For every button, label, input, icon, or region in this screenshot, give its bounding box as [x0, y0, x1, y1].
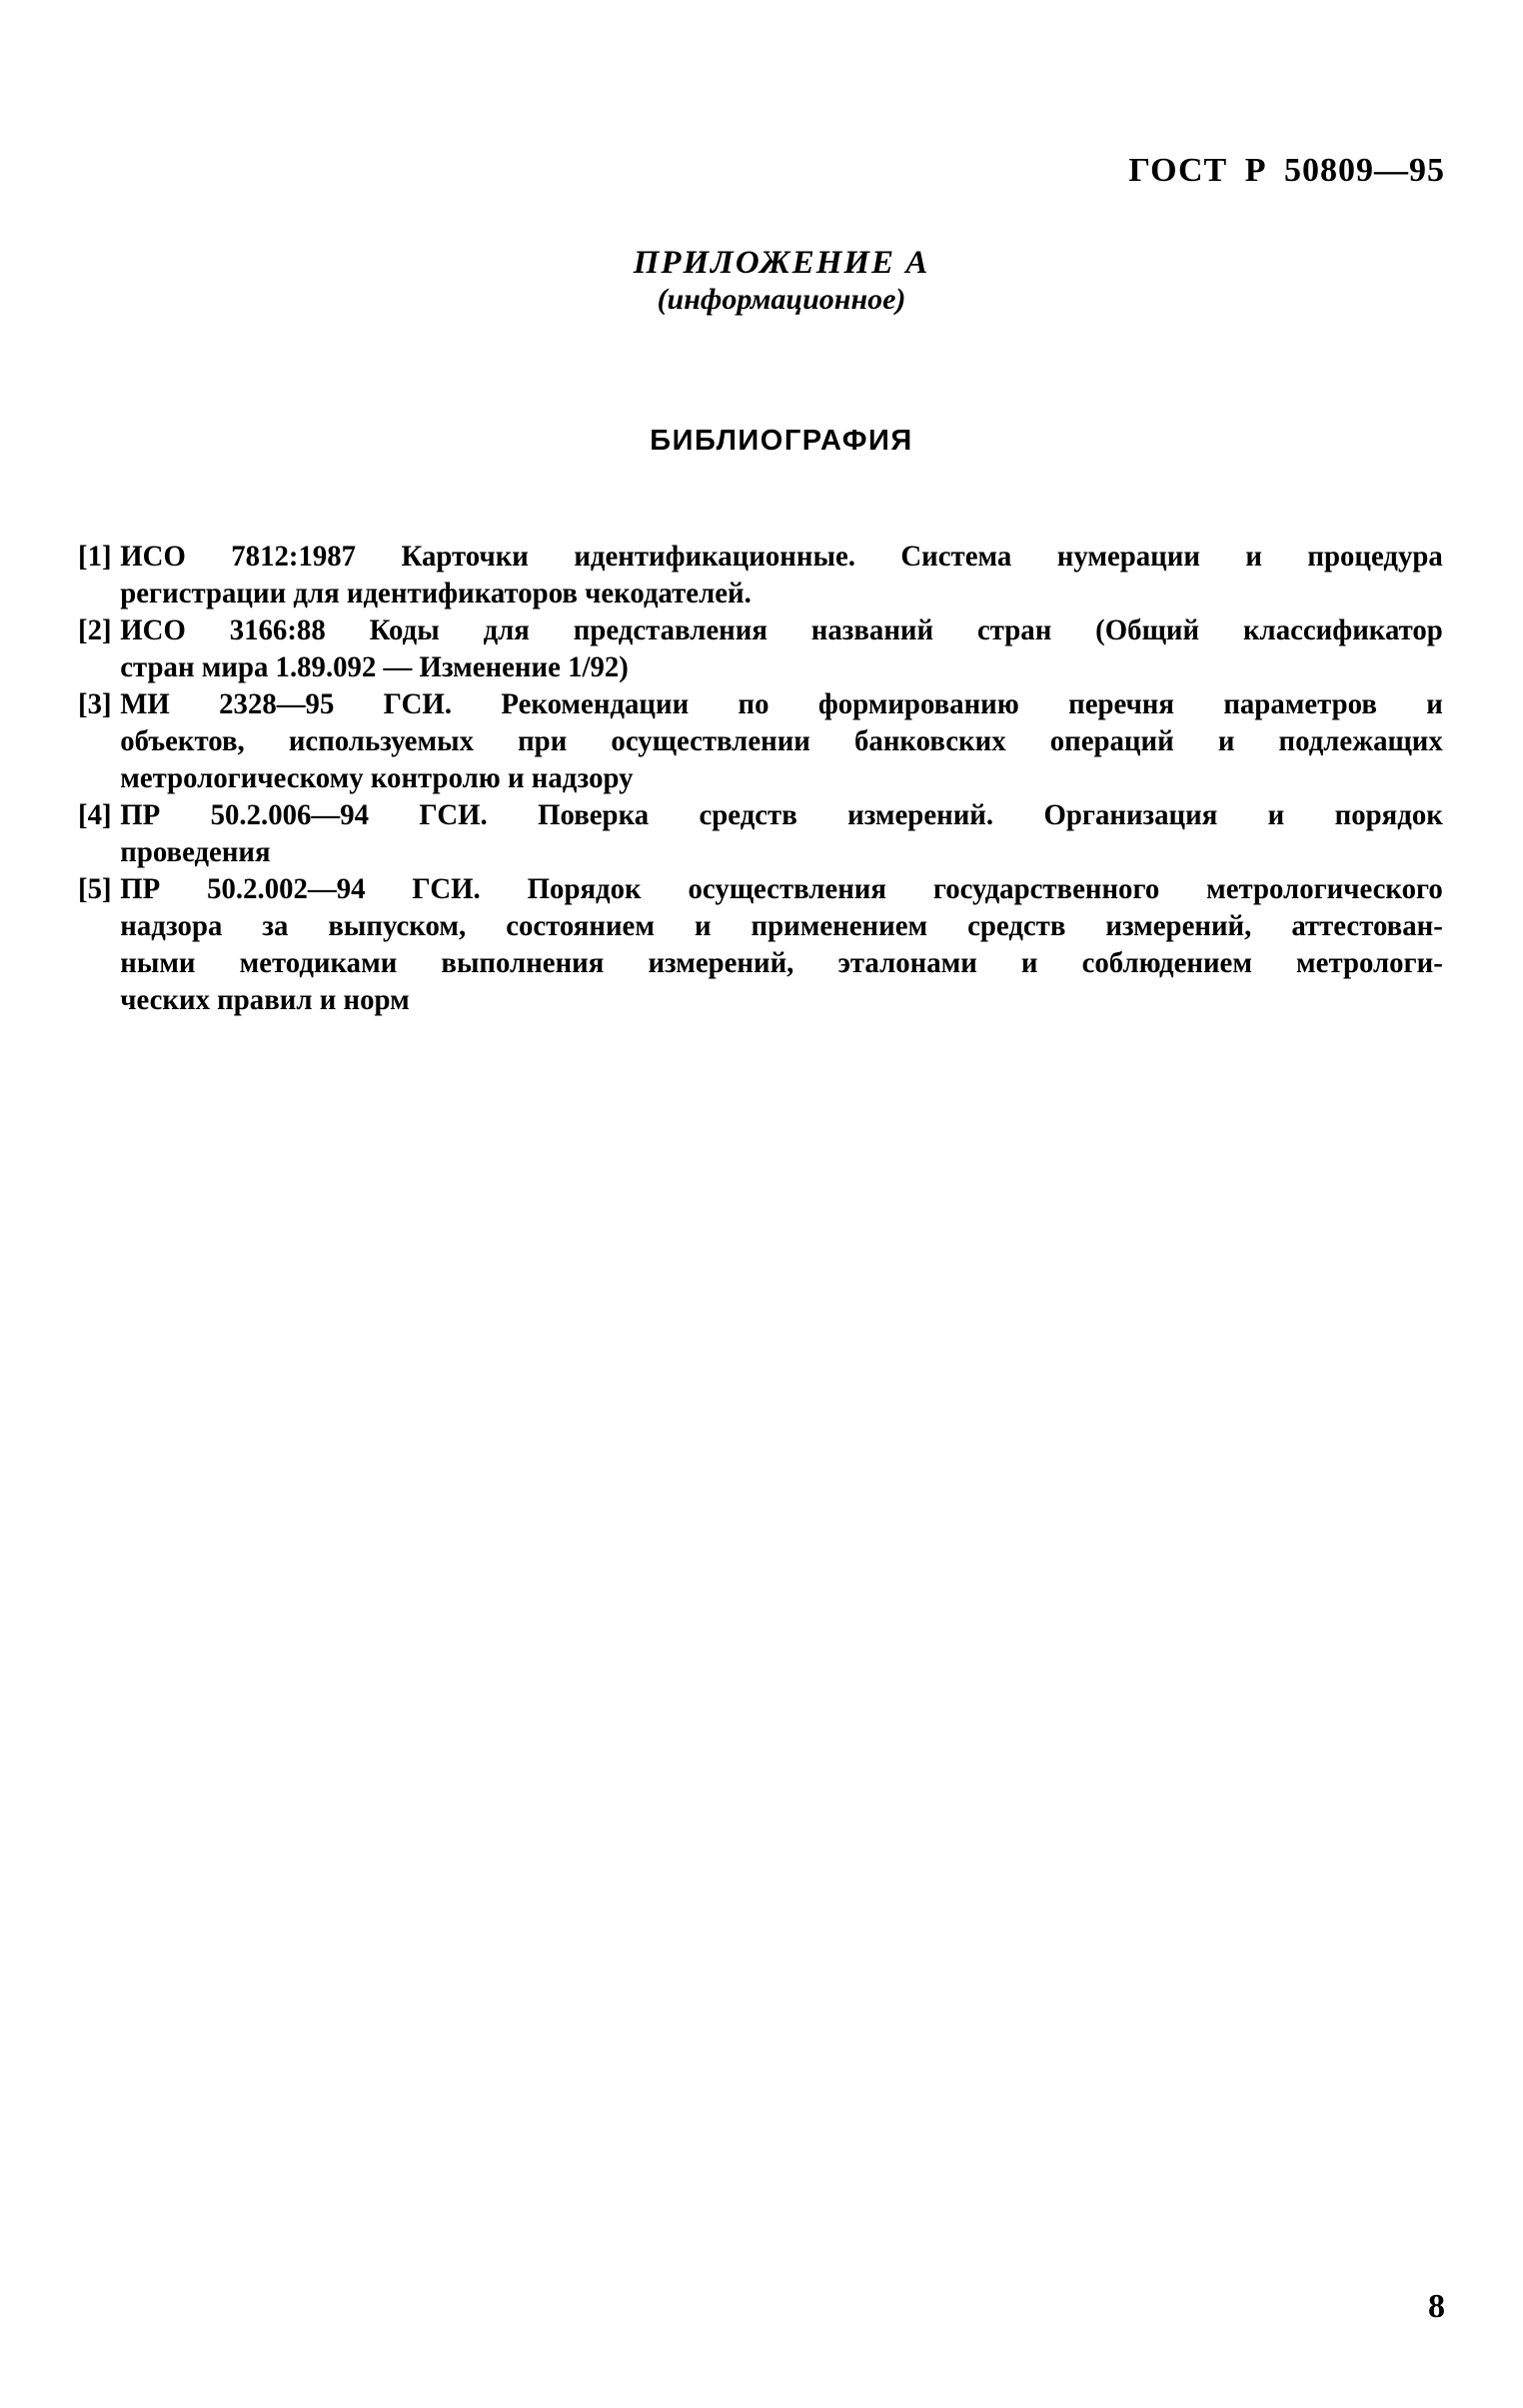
- appendix-title: ПРИЛОЖЕНИЕ А: [633, 245, 930, 281]
- entry-number: [1]: [78, 540, 112, 573]
- bibliography-entry-4: [78, 796, 1443, 870]
- entry-line: ПР 50.2.002—94 ГСИ. Порядок осуществления государственного метрологического: [120, 872, 1443, 905]
- entry-line: МИ 2328—95 ГСИ. Рекомендации по формированию перечня параметров и: [120, 687, 1443, 720]
- bibliography-heading: БИБЛИОГРАФИЯ: [650, 425, 913, 457]
- bibliography-entry-2: [78, 611, 1443, 685]
- bibliography-entry-5: [78, 870, 1443, 1018]
- entry-line: ИСО 3166:88 Коды для представления названий стран (Общий классификатор: [120, 613, 1443, 646]
- appendix-subtitle: (информационное): [657, 283, 906, 316]
- entry-line: стран мира 1.89.092 — Изменение 1/92): [120, 650, 629, 683]
- bibliography-entry-3: [78, 685, 1443, 796]
- entry-line: ческих правил и норм: [120, 983, 410, 1016]
- entry-line: проведения: [120, 835, 271, 868]
- entry-line: ПР 50.2.006—94 ГСИ. Поверка средств измерений. Организация и порядок: [120, 798, 1443, 831]
- entry-line: регистрации для идентификаторов чекодателей.: [120, 577, 752, 609]
- entry-number: [5]: [78, 872, 112, 905]
- bibliography-list: [78, 538, 1445, 1018]
- standard-code-header: ГОСТ Р 50809—95: [1128, 152, 1445, 189]
- entry-line: объектов, используемых при осуществлении банковских операций и подлежащих: [120, 724, 1443, 757]
- entry-line: ИСО 7812:1987 Карточки идентификационные. Система нумерации и процедура: [120, 540, 1443, 573]
- page-number: 8: [1428, 2288, 1445, 2325]
- entry-line: надзора за выпуском, состоянием и применением средств измерений, аттестован-: [120, 909, 1443, 942]
- entry-line: метрологическому контролю и надзору: [120, 761, 634, 794]
- entry-number: [3]: [78, 687, 112, 720]
- entry-number: [4]: [78, 798, 112, 831]
- bibliography-entry-1: [78, 538, 1443, 611]
- entry-number: [2]: [78, 613, 112, 646]
- entry-line: ными методиками выполнения измерений, эталонами и соблюдением метрологи-: [120, 946, 1443, 979]
